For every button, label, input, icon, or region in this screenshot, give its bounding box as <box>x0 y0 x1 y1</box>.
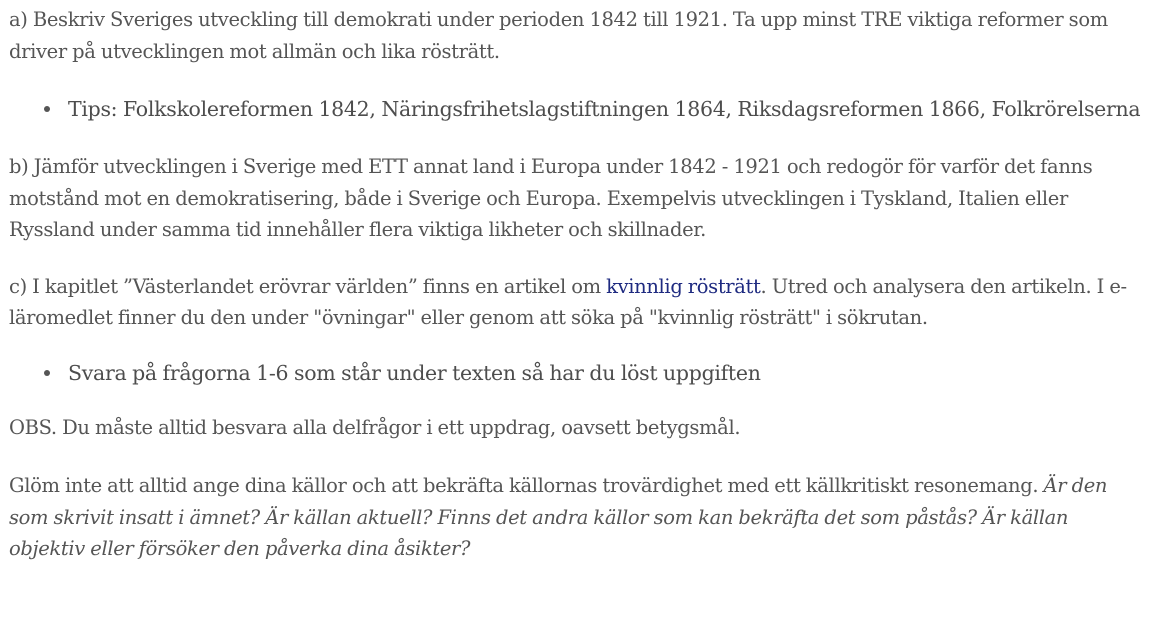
assignment-part-b: b) Jämför utvecklingen i Sverige med ETT annat land i Europa under 1842 - 1921 och redogör för varför det fanns motstånd mot en demokratisering, både i Sverige och Europa. Exempelvis utvecklingen i Tyskland, Italien eller Ryssland under samma tid innehåller flera viktiga likheter och skillnader. <box>9 155 1093 241</box>
tips-list <box>9 92 1149 126</box>
kvinnlig-rostratt-link[interactable]: kvinnlig rösträtt <box>606 274 761 298</box>
source-criticism-questions: Är den som skrivit insatt i ämnet? Är källan aktuell? Finns det andra källor som kan bekräfta det som påstås? Är källan objektiv eller försöker den påverka dina åsikter? <box>9 474 1108 560</box>
sources-note-text: Glöm inte att alltid ange dina källor och att bekräfta källornas trovärdighet med ett källkritiskt resonemang. <box>9 474 1044 497</box>
answer-list <box>9 356 1149 390</box>
part-c-rest: . Utred och analysera den artikeln. I e-läromedlet finner du den under "övningar" eller genom att söka på "kvinnlig rösträtt" i sökrutan. <box>9 274 1127 329</box>
assignment-content <box>9 4 1149 565</box>
tips-list-item <box>9 92 1149 126</box>
sources-note <box>9 470 1149 565</box>
tips-text: Tips: Folkskolereformen 1842, Näringsfrihetslagstiftningen 1864, Riksdagsreformen 1866, Folkrörelserna <box>68 97 1141 121</box>
part-c-intro: c) I kapitlet ”Västerlandet erövrar världen” finns en artikel om <box>9 274 607 298</box>
bullet-icon <box>44 106 50 112</box>
assignment-part-c <box>9 271 1149 334</box>
assignment-part-a: a) Beskriv Sveriges utveckling till demokrati under perioden 1842 till 1921. Ta upp minst TRE viktiga reformer som driver på utvecklingen mot allmän och lika rösträtt. <box>9 8 1108 63</box>
bullet-icon <box>44 370 50 376</box>
obs-note: OBS. Du måste alltid besvara alla delfrågor i ett uppdrag, oavsett betygsmål. <box>9 415 741 439</box>
answer-list-item <box>9 356 1149 390</box>
answer-text: Svara på frågorna 1-6 som står under texten så har du löst uppgiften <box>68 360 761 385</box>
